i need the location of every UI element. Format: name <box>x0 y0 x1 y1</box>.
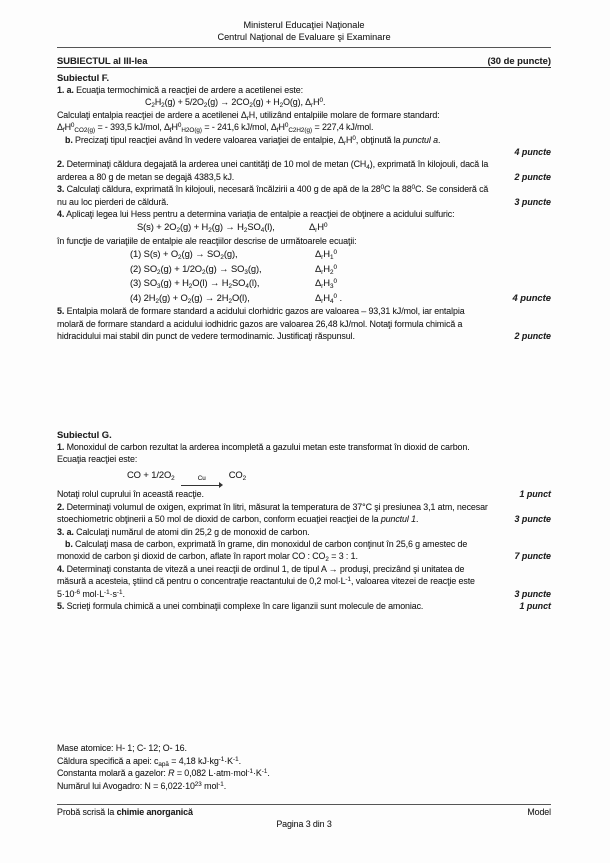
points-label: 3 puncte <box>514 514 551 525</box>
text-line <box>57 488 551 500</box>
line-text: 4. Aplicaţi legea lui Hess pentru a determina variaţia de entalpie a reacţiei de obţinere a acidului sulfuric: <box>57 209 455 220</box>
subject-g-title: Subiectul G. <box>57 428 112 440</box>
constants-block <box>57 742 551 792</box>
equation-line <box>57 465 551 488</box>
text-line <box>57 453 551 465</box>
equation-line <box>57 247 551 262</box>
line-text: molară de formare standard a acidului iodhidric gazos are valoarea 26,48 kJ/mol. Notaţi formula chimică a <box>57 318 463 329</box>
points-label: 3 puncte <box>514 588 551 599</box>
arrow-line <box>181 482 223 488</box>
text-line <box>57 588 551 600</box>
text-line <box>57 755 551 767</box>
text-line <box>57 742 551 754</box>
header-divider <box>57 47 551 48</box>
points-label: 7 puncte <box>514 551 551 562</box>
text-line <box>57 305 551 317</box>
equation-line <box>57 220 551 235</box>
section-spacer <box>57 612 551 742</box>
line-text: b. Calculaţi masa de carbon, exprimată în grame, din monoxidul de carbon conţinut în 25,6 g amestec de <box>65 539 468 550</box>
text-line <box>57 196 551 208</box>
line-text: Mase atomice: H- 1; C- 12; O- 16. <box>57 743 187 754</box>
section-spacer <box>57 343 551 425</box>
equation-body: (3) $SO_3(g) + H_2O(l) \to H_2SO_4(l)$, <box>130 277 260 291</box>
subject-f-body <box>57 84 551 343</box>
text-line <box>57 550 551 562</box>
points-label: 2 puncte <box>514 331 551 342</box>
equation-line <box>57 291 551 306</box>
text-line <box>57 134 551 146</box>
text-line <box>57 109 551 121</box>
section-header <box>57 55 551 68</box>
points-label: 3 puncte <box>514 196 551 207</box>
text-line <box>57 84 551 96</box>
reaction-arrow-icon <box>181 475 223 488</box>
header-line-1: Ministerul Educaţiei Naţionale <box>243 20 365 30</box>
line-text: $C_2H_2(g) + 5/2O_2(g) \to 2CO_2(g) + H_2O(g)$, $\Delta_rH^0$. <box>145 97 326 110</box>
enthalpy-symbol: $\Delta_rH_3^0$ <box>315 277 337 291</box>
text-line <box>57 526 551 538</box>
text-line <box>57 330 551 342</box>
line-text: 1. Monoxidul de carbon rezultat la arderea incompletă a gazului metan este transformat în dioxid de carbon. <box>57 441 470 452</box>
line-text: Numărul lui Avogadro: $N = 6,022\cdot 10^{23}$ mol$^{-1}$. <box>57 780 227 791</box>
equation-left: CO + $1/2O_2$ <box>127 469 175 483</box>
equation-line <box>57 262 551 277</box>
line-text: hidracidului mai stabil din punct de vedere termodinamic. Justificaţi răspunsul. <box>57 331 355 342</box>
equation-line <box>57 276 551 291</box>
line-text: Calculaţi entalpia reacţiei de ardere a acetilenei $\Delta_rH$, utilizând entalpiile molare de formare standard: <box>57 109 440 122</box>
footer-divider <box>57 804 551 805</box>
footer <box>57 804 551 829</box>
line-text: $\Delta_fH^0_{CO2(g)}$ = - 393,5 kJ/mol, $\Delta_fH^0_{H2O(g)}$ = - 241,6 kJ/mol, $\Delta_fH^0_{C2H2(g)} = 227,4$ kJ/mol. <box>57 122 374 135</box>
section-points: (30 de puncte) <box>487 55 551 66</box>
page-number: Pagina 3 din 3 <box>276 819 332 829</box>
line-text: Ecuaţia reacţiei este: <box>57 454 138 464</box>
text-line <box>57 441 551 453</box>
line-text: monoxid de carbon şi dioxid de carbon, aflate în raport molar CO : $CO_2 = 3$ : 1. <box>57 551 358 564</box>
line-text: nu au loc pierderi de căldură. <box>57 196 169 207</box>
line-text: 4. Determinaţi constanta de viteză a unei reacţii de ordinul 1, de tipul A → produşi, precizând şi unitatea de <box>57 563 465 574</box>
ministry-header <box>57 20 551 43</box>
line-text: 5. Entalpia molară de formare standard a acidului clorhidric gazos are valoarea – 93,31 kJ/mol, iar entalpia <box>57 306 465 317</box>
enthalpy-symbol: $\Delta_rH_1^0$ <box>315 248 337 262</box>
text-line <box>57 780 551 792</box>
enthalpy-symbol: $\Delta_rH_4^0$ . <box>315 291 342 306</box>
line-text: 3. Calculaţi căldura, exprimată în kilojouli, necesară încălzirii a 400 g de apă de la $28^0C$ la $88^0C$. Se consideră că <box>57 184 489 195</box>
equation-body: (2) $SO_2(g) + 1/2O_2(g) \to SO_3(g)$, <box>130 262 262 277</box>
equation-body: (1) $S(s) + O_2(g) \to SO_2(g)$, <box>130 248 238 262</box>
catalyst-label: Cu <box>197 475 206 483</box>
points-label: 4 puncte <box>512 291 551 303</box>
text-line <box>57 318 551 330</box>
text-line <box>57 121 551 133</box>
text-line <box>57 183 551 195</box>
equation-right: $CO_2$ <box>228 469 247 483</box>
equation-body: $S(s) + 2O_2(g) + H_2(g) \to H_2SO_4(l)$, <box>137 221 275 235</box>
section-title: SUBIECTUL al III-lea <box>57 55 148 66</box>
line-text: b. Precizaţi tipul reacţiei având în vedere valoarea variaţiei de entalpie, $\Delta_rH^0$, obţinută la punctul a. <box>65 134 441 147</box>
text-line <box>57 538 551 550</box>
header-line-2: Centrul Naţional de Evaluare şi Examinare <box>217 31 391 42</box>
line-text: Notaţi rolul cuprului în această reacţie. <box>57 489 204 500</box>
text-line <box>57 501 551 513</box>
text-line <box>57 767 551 779</box>
equation-body: (4) $2H_2(g) + O_2(g) \to 2H_2O(l)$, <box>130 291 250 306</box>
points-line <box>57 146 551 158</box>
enthalpy-symbol: $\Delta_rH^0$ <box>309 221 328 235</box>
points-label: 1 punct <box>519 489 551 500</box>
points-label: 2 puncte <box>514 171 551 182</box>
line-text: $5\cdot 10^{-6}$ $mol\cdot L^{-1}\cdot s^{-1}$. <box>57 588 125 599</box>
line-text: Căldura specifică a apei: $c_{apă} = 4,18$ $kJ\cdot kg^{-1}\cdot K^{-1}$. <box>57 755 241 769</box>
line-text: 5. Scrieţi formula chimică a unei combinaţii complexe în care liganzii sunt molecule de amoniac. <box>57 601 424 612</box>
line-text: 1. a. Ecuaţia termochimică a reacţiei de ardere a acetilenei este: <box>57 85 303 95</box>
enthalpy-symbol: $\Delta_rH_2^0$ <box>315 262 337 277</box>
footer-exam-name: Probă scrisă la chimie anorganică <box>57 807 193 817</box>
line-text: arderea a 80 g de metan se degajă 4383,5 kJ. <box>57 171 235 182</box>
footer-model-label: Model <box>527 807 551 817</box>
text-line <box>57 96 551 108</box>
text-line <box>57 171 551 183</box>
text-line <box>57 563 551 575</box>
points-label: 4 puncte <box>514 147 551 158</box>
subject-g-body <box>57 441 551 613</box>
line-text: 2. Determinaţi volumul de oxigen, exprimat în litri, măsurat la temperatura de 37°C şi presiunea 3,1 atm, necesar <box>57 501 488 512</box>
line-text: în funcţie de variaţiile de entalpie ale reacţiilor descrise de următoarele ecuaţii: <box>57 235 357 246</box>
text-line <box>57 575 551 587</box>
line-text: măsură a acesteia, ştiind că pentru o concentraţie reactantului de 0,2 $mol\cdot L^{-1}$, valoarea vitezei de reacţie este <box>57 576 475 587</box>
text-line <box>57 208 551 220</box>
text-line <box>57 600 551 612</box>
text-line <box>57 235 551 247</box>
text-line <box>57 158 551 170</box>
line-text: 2. Determinaţi căldura degajată la arderea unei cantităţi de 10 mol de metan $(CH_4)$, exprimată în kilojouli, dacă la <box>57 159 489 172</box>
line-text: 3. a. Calculaţi numărul de atomi din 25,2 g de monoxid de carbon. <box>57 526 310 537</box>
subject-f-title: Subiectul F. <box>57 72 110 83</box>
line-text: stoechiometric obţinerii a 50 mol de dioxid de carbon, conform ecuaţiei reacţiei de la punctul 1. <box>57 514 419 525</box>
footer-row <box>57 807 551 817</box>
line-text: Constanta molară a gazelor: R = 0,082 $L\cdot atm\cdot mol^{-1}\cdot K^{-1}$. <box>57 768 270 779</box>
points-label: 1 punct <box>519 601 551 612</box>
text-line <box>57 513 551 525</box>
